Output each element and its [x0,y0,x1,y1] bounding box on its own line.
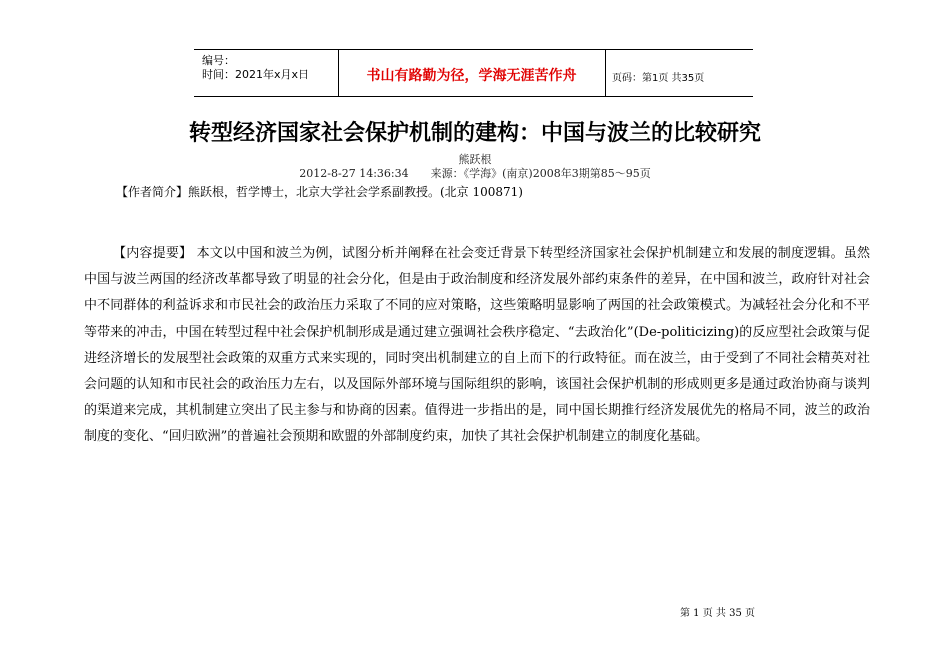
article-meta: 2012-8-27 14:36:34 来源：《学海》(南京)2008年3期第85～95页 [299,167,651,180]
header-number-label: 编号： [202,54,235,67]
header-motto: 书山有路勤为径，学海无涯苦作舟 [366,68,577,84]
header-table [194,49,753,97]
header-time-label: 时间：2021年x月x日 [202,68,310,81]
article-title: 转型经济国家社会保护机制的建构：中国与波兰的比较研究 [188,121,761,146]
article-author: 熊跃根 [458,153,492,166]
header-page-info: 页码：第1页 共35页 [612,73,705,84]
header-left-cell [194,50,338,96]
abstract-paragraph: 【内容提要】 本文以中国和波兰为例，试图分析并阐释在社会变迁背景下转型经济国家社会保护机制建立和发展的制度逻辑。虽然中国与波兰两国的经济改革都导致了明显的社会分化，但是由于政治制度和经济发展外部约束条件的差异，在中国和波兰，政府针对社会中不同群体的利益诉求和市民社会的政治压力采取了不同的应对策略，这些策略明显影响了两国的社会政策模式。为减轻社会分化和不平等带来的冲击，中国在转型过程中社会保护机制形成是通过建立强调社会秩序稳定、“去政治化”(De-politicizing)的反应型社会政策与促进经济增长的发展型社会政策的双重方式来实现的，同时突出机制建立的自上而下的行政特征。而在波兰，由于受到了不同社会精英对社会问题的认知和市民社会的政治压力左右，以及国际外部环境与国际组织的影响，该国社会保护机制的形成则更多是通过政治协商与谈判的渠道来完成，其机制建立突出了民主参与和协商的因素。值得进一步指出的是，同中国长期推行经济发展优先的格局不同，波兰的政治制度的变化、“回归欧洲”的普遍社会预期和欧盟的外部制度约束，加快了其社会保护机制建立的制度化基础。 [84,246,870,445]
footer-page-info: 第 1 页 共 35 页 [680,608,755,619]
header-page-cell [605,50,754,96]
author-intro: 【作者简介】熊跃根，哲学博士，北京大学社会学系副教授。(北京 100871) [116,185,523,199]
